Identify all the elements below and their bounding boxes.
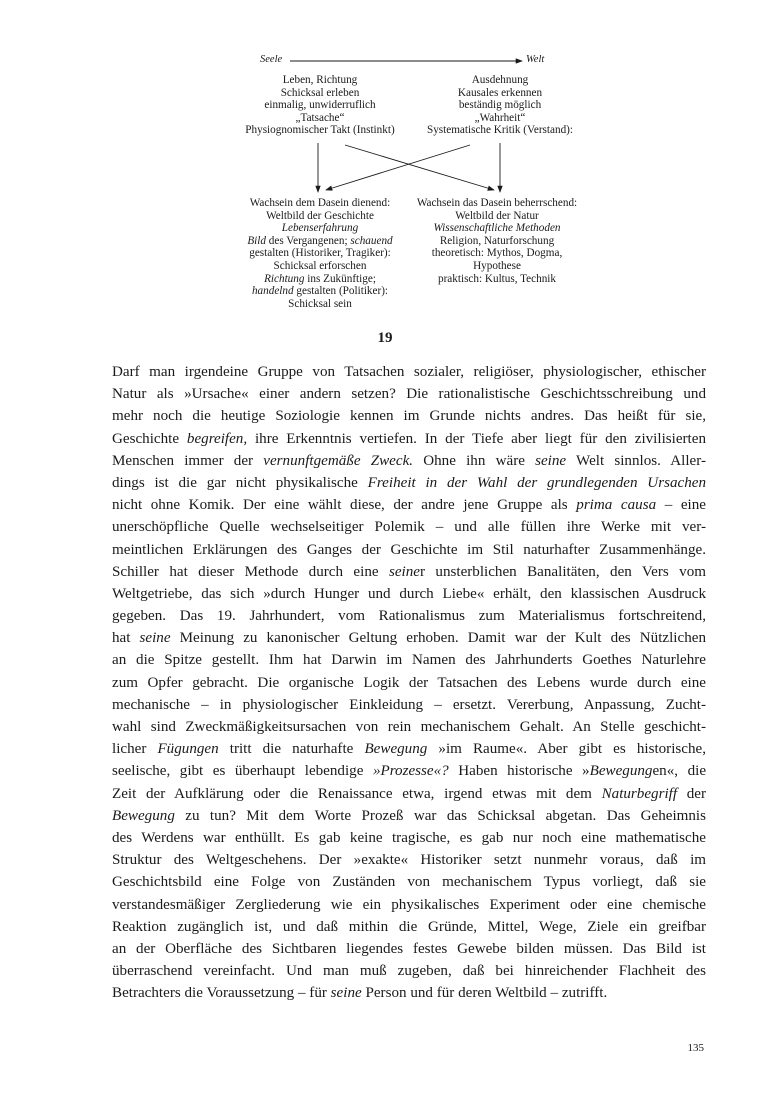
- text-line: mehr noch die heutige Soziologie kennen im Grunde nichts andres. Das heißt für sie,: [112, 408, 706, 425]
- diagram-line: theoretisch: Mythos, Dogma,: [431, 247, 563, 260]
- cross-arrow-left: [326, 145, 470, 190]
- diagram-line: Weltbild der Natur: [455, 209, 539, 222]
- text-line: Zeit der Aufklärung oder die Renaissance etwa, irgend etwas mit dem Naturbegriff der: [112, 785, 707, 802]
- diagram-line: „Wahrheit“: [474, 111, 526, 124]
- text-line: verstandesmäßiger Zergliederung wie ein physikalisches Experiment oder eine chemische: [112, 896, 706, 913]
- diagram-line: Religion, Naturforschung: [439, 234, 555, 247]
- diagram-line: Physiognomischer Takt (Instinkt): [245, 124, 395, 137]
- text-line: Bewegung zu tun? Mit dem Worte Prozeß war das Schicksal abgetan. Das Geheimnis: [112, 807, 706, 824]
- diagram-line: beständig möglich: [458, 99, 542, 112]
- seele-label: Seele: [260, 54, 283, 65]
- diagram-line: praktisch: Kultus, Technik: [437, 272, 556, 285]
- text-line: Struktur des Weltgeschehens. Der »exakte« Historiker setzt nunmehr voraus, daß im: [112, 852, 706, 869]
- text-line: Schiller hat dieser Methode durch eine seiner unsterblichen Banalitäten, den Vers vom: [112, 563, 706, 580]
- bottom-left-column: [238, 197, 402, 310]
- text-line: mechanische – in physiologischer Einkleidung – ersetzt. Vererbung, Anpassung, Zucht-: [112, 696, 706, 713]
- text-line: Natur als »Ursache« einer andern setzen? Die rationalistische Geschichtsschreibung und: [112, 386, 706, 403]
- diagram-line: Systematische Kritik (Verstand):: [426, 124, 574, 137]
- diagram-line: Bild des Vergangenen; schauend: [247, 234, 393, 247]
- top-right-column: [416, 74, 584, 137]
- diagram-line: Richtung ins Zukünftige;: [264, 272, 376, 285]
- diagram-line: Schicksal sein: [288, 297, 352, 310]
- text-line: Reaktion zugänglich ist, und daß mithin die Gründe, Mittel, Wege, Ziele ein greifbar: [112, 918, 706, 935]
- body-text: [112, 361, 706, 1004]
- diagram-line: Wachsein das Dasein beherrschend:: [416, 197, 578, 209]
- text-line: Menschen immer der vernunftgemäße Zweck. Ohne ihn wäre seine Welt sinnlos. Aller-: [112, 452, 706, 469]
- text-line: unerschöpfliche Quelle wechselseitiger Polemik – und alle füllen ihre Werke mit ver-: [112, 519, 706, 536]
- text-line: zum Opfer gebracht. Die organische Logik der Tatsachen des Lebens wurde durch eine: [112, 674, 706, 691]
- text-line: nicht ohne Komik. Der eine wählt diese, der andre jene Gruppe als prima causa – eine: [112, 497, 706, 514]
- diagram-line: Lebenserfahrung: [281, 222, 359, 235]
- text-line: Weltgetriebe, das sich »durch Hunger und durch Liebe« erhält, den klassischen Ausdruck: [112, 585, 706, 602]
- text-line: dings ist die gar nicht physikalische Freiheit in der Wahl der grundlegenden Ursachen: [112, 474, 706, 491]
- text-line: an die Spitze gestellt. Ihm hat Darwin im Namen des Jahrhunderts Goethes Naturlehre: [112, 652, 706, 669]
- diagram-line: handelnd gestalten (Politiker):: [251, 285, 389, 298]
- text-line: Betrachters die Voraussetzung – für seine Person und für deren Weltbild – zutrifft.: [112, 985, 608, 1002]
- diagram-line: Schicksal erforschen: [273, 259, 367, 272]
- diagram-line: „Tatsache“: [295, 111, 345, 124]
- diagram-line: Ausdehnung: [471, 74, 529, 86]
- text-line: Geschichte begreifen, ihre Erkenntnis vertiefen. In der Tiefe aber liegt für den zivilisierten: [112, 430, 706, 447]
- welt-label: Welt: [526, 54, 545, 65]
- text-line: an der Oberfläche des Sichtbaren liegendes festes Gewebe bilden müssen. Das Bild ist: [112, 940, 706, 957]
- text-line: licher Fügungen tritt die naturhafte Bewegung »im Raume«. Aber gibt es historische,: [112, 741, 706, 758]
- text-line: hat seine Meinung zu kanonischer Geltung erhoben. Damit war der Kult des Nützlichen: [112, 630, 706, 647]
- text-line: gegeben. Das 19. Jahrhundert, vom Rationalismus zum Materialismus fortschreitend,: [112, 608, 706, 625]
- diagram: [0, 0, 770, 330]
- page-number: 135: [687, 1042, 704, 1054]
- diagram-line: Kausales erkennen: [457, 86, 543, 99]
- diagram-line: Wachsein dem Dasein dienend:: [249, 197, 391, 209]
- diagram-line: einmalig, unwiderruflich: [264, 99, 376, 112]
- section-number: 19: [377, 330, 393, 346]
- top-left-column: [232, 74, 408, 137]
- text-line: wahl sind Zweckmäßigkeitsursachen von rein mechanischem Gehalt. An Stelle geschicht-: [112, 719, 706, 735]
- text-line: überraschend vereinfacht. Und man muß zugeben, daß bei hinreichender Flachheit des: [112, 963, 706, 980]
- diagram-line: gestalten (Historiker, Tragiker):: [249, 247, 391, 260]
- diagram-line: Weltbild der Geschichte: [266, 209, 374, 222]
- diagram-line: Wissenschaftliche Methoden: [433, 222, 561, 235]
- cross-arrow-right: [345, 145, 494, 190]
- bottom-right-column: [410, 197, 584, 285]
- diagram-line: Leben, Richtung: [282, 74, 358, 86]
- text-line: meintlichen Erklärungen des Ganges der Geschichte im Stil naturhafter Zusammenhänge.: [112, 541, 706, 558]
- text-line: Geschichtsbild eine Folge von Zuständen von mechanischem Typus vorliegt, daß sie: [112, 874, 706, 891]
- diagram-line: Hypothese: [473, 259, 521, 272]
- text-line: Darf man irgendeine Gruppe von Tatsachen sozialer, religiöser, physiologischer, ethischer: [112, 364, 706, 380]
- diagram-line: Schicksal erleben: [280, 86, 360, 99]
- text-line: des Werdens war enthüllt. Es gab keine tragische, es gab nur noch eine mathematische: [112, 829, 706, 846]
- text-line: seelische, gibt es überhaupt lebendige »Prozesse«? Haben historische »Bewegungen«, die: [112, 763, 707, 780]
